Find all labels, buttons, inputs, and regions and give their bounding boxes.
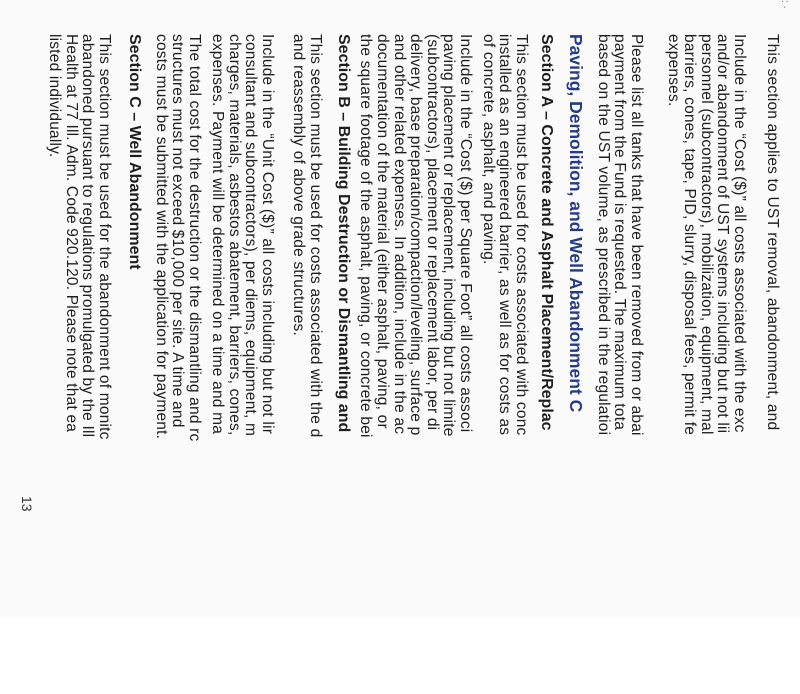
text-line: paving placement or replacement, including but not limite <box>440 34 458 437</box>
text-line: Please list all tanks that have been removed from or abai <box>628 34 645 436</box>
text-line: and other related expenses. In addition, include in the ac <box>390 34 408 435</box>
text-line: consultant and subcontractors), per diems, equipment, m <box>242 34 260 437</box>
text-line: The total cost for the destruction or the dismantling and rc <box>186 34 203 442</box>
section-b-paragraph-3 <box>152 34 202 694</box>
text-line: based on the UST volume, as prescribed in the regulatioi <box>594 34 612 436</box>
text-line: installed as an engineered barrier, as well as for costs as <box>496 34 514 436</box>
section-c-heading: Section C – Well Abandonment <box>126 34 143 270</box>
section-b-paragraph-2 <box>209 34 275 694</box>
text-line: Include in the “Cost ($)” all costs associated with the exc <box>731 34 748 433</box>
text-line: listed individually. <box>46 34 64 158</box>
page-number: 13 <box>19 496 35 512</box>
text-line: barriers, cones, tape, PID, slurry, disposal fees, permit fe <box>681 34 699 436</box>
intro-paragraph <box>763 34 780 694</box>
section-heading-main: Paving, Demolition, and Well Abandonment C <box>566 34 586 413</box>
section-b-heading: Section B – Building Destruction or Dismantling and <box>335 34 352 433</box>
scan-edge-marks: : · <box>779 0 790 9</box>
text-line: expenses. <box>664 34 682 107</box>
text-line: abandoned pursuant to regulations promulgated by the Ill <box>79 34 97 438</box>
text-line: of concrete, asphalt, and paving. <box>479 34 497 265</box>
text-line: and reassembly of above grade structures. <box>290 34 308 336</box>
text-line: and/or abandonment of UST systems including but not lii <box>714 34 732 434</box>
section-c-paragraph-1 <box>46 34 112 694</box>
text-line: payment from the Fund is requested. The maximum tota <box>611 34 629 431</box>
text-line: This section must be used for the abandonment of monitc <box>96 34 113 440</box>
text-line: costs must be submitted with the application for payment. <box>152 34 170 440</box>
text-line: personnel (subcontractors), mobilization, equipment, mal <box>697 34 715 435</box>
cost-paragraph <box>664 34 747 694</box>
section-b-paragraph-1 <box>290 34 323 694</box>
text-line: the square footage of the asphalt, paving, or concrete bei <box>357 34 375 438</box>
text-line: structures must not exceed $10,000 per site. A time and <box>169 34 187 428</box>
text-line: Include in the “Cost ($) per Square Foot” all costs associ <box>457 34 474 433</box>
text-line: This section must be used for costs associated with conc <box>513 34 530 436</box>
section-a-paragraph-2 <box>357 34 473 694</box>
text-line: Include in the “Unit Cost ($)” all costs including but not lir <box>259 34 276 435</box>
section-a-paragraph-1 <box>479 34 529 694</box>
tanks-paragraph <box>594 34 644 694</box>
text-line: documentation of the material (either asphalt, paving, or <box>374 34 392 429</box>
text-line: This section applies to UST removal, abandonment, and <box>764 34 781 431</box>
text-line: delivery, base preparation/compaction/leveling, surface p <box>407 34 425 436</box>
text-line: This section must be used for costs associated with the d <box>307 34 324 438</box>
section-a-heading: Section A – Concrete and Asphalt Placement/Replac <box>538 34 555 431</box>
text-line: (subcontractors), placement or replacement labor, per di <box>423 34 441 431</box>
text-line: Health at 77 Ill. Adm. Code 920.120. Please note that ea <box>62 34 80 433</box>
text-line: expenses. Payment will be determined on a time and ma <box>209 34 227 435</box>
text-line: charges, materials, asbestos abatement, barriers, cones, <box>225 34 243 436</box>
